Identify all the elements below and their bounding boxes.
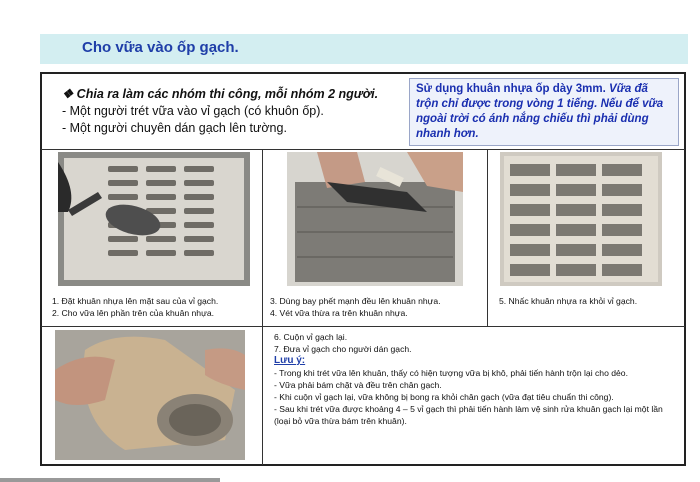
intro-heading: ❖ Chia ra làm các nhóm thi công, mỗi nhóm 2 người. bbox=[62, 87, 379, 101]
caption-line: 5. Nhấc khuân nhựa ra khỏi vỉ gạch. bbox=[499, 296, 638, 306]
caption-line: 1. Đặt khuân nhựa lên mặt sau của vỉ gạch. bbox=[52, 296, 219, 306]
caption-col1 bbox=[52, 295, 218, 319]
note-title: Lưu ý: bbox=[274, 355, 306, 366]
photo-step-1-2 bbox=[58, 152, 250, 286]
intro-line: - Một người trét vữa vào vỉ gạch (có khuôn ốp). bbox=[62, 104, 324, 118]
divider bbox=[487, 149, 488, 327]
note-line: - Vữa phải bám chặt và đều trên chân gạch. bbox=[274, 380, 442, 390]
divider bbox=[41, 326, 685, 327]
divider bbox=[262, 149, 263, 465]
divider bbox=[41, 149, 685, 150]
caption-col2 bbox=[270, 295, 441, 319]
intro-text bbox=[62, 86, 378, 137]
note-line: - Sau khi trét vữa được khoảng 4 – 5 vỉ gạch thì phải tiến hành làm vệ sinh rửa khuân gạch lại một lần (loại bỏ vữa thừa bám trên khuân). bbox=[274, 404, 663, 426]
step-line: 6. Cuộn vỉ gạch lại. bbox=[274, 332, 348, 342]
note-italic: Vữa đã trộn chỉ được trong vòng 1 tiếng. Nếu để vữa ngoài trời có ánh nắng chiếu thì phải dùng nhanh hơn. bbox=[416, 83, 664, 140]
photo-step-3-4 bbox=[287, 152, 463, 286]
bottom-notes bbox=[274, 331, 674, 427]
note-normal: Sử dụng khuân nhựa ốp dày 3mm. bbox=[416, 83, 610, 95]
note-line: - Trong khi trét vữa lên khuân, thấy có hiện tượng vữa bị khô, phải tiến hành trộn lại cho dẻo. bbox=[274, 368, 628, 378]
step-line: 7. Đưa vỉ gạch cho người dán gạch. bbox=[274, 344, 412, 354]
photo-step-5 bbox=[500, 152, 662, 286]
footer-bar bbox=[0, 478, 220, 482]
intro-line: - Một người chuyên dán gạch lên tường. bbox=[62, 121, 287, 135]
caption-line: 2. Cho vữa lên phần trên của khuân nhựa. bbox=[52, 308, 215, 318]
caption-line: 3. Dùng bay phết mạnh đều lên khuân nhựa. bbox=[270, 296, 441, 306]
caption-line: 4. Vét vữa thừa ra trên khuân nhựa. bbox=[270, 308, 408, 318]
note-box bbox=[409, 78, 679, 146]
caption-col3 bbox=[499, 295, 637, 307]
photo-step-6-7 bbox=[55, 330, 245, 460]
page-title: Cho vữa vào ốp gạch. bbox=[82, 39, 239, 56]
note-line: - Khi cuộn vỉ gạch lại, vữa không bị bong ra khỏi chân gạch (vữa đạt tiêu chuẩn thi công). bbox=[274, 392, 614, 402]
